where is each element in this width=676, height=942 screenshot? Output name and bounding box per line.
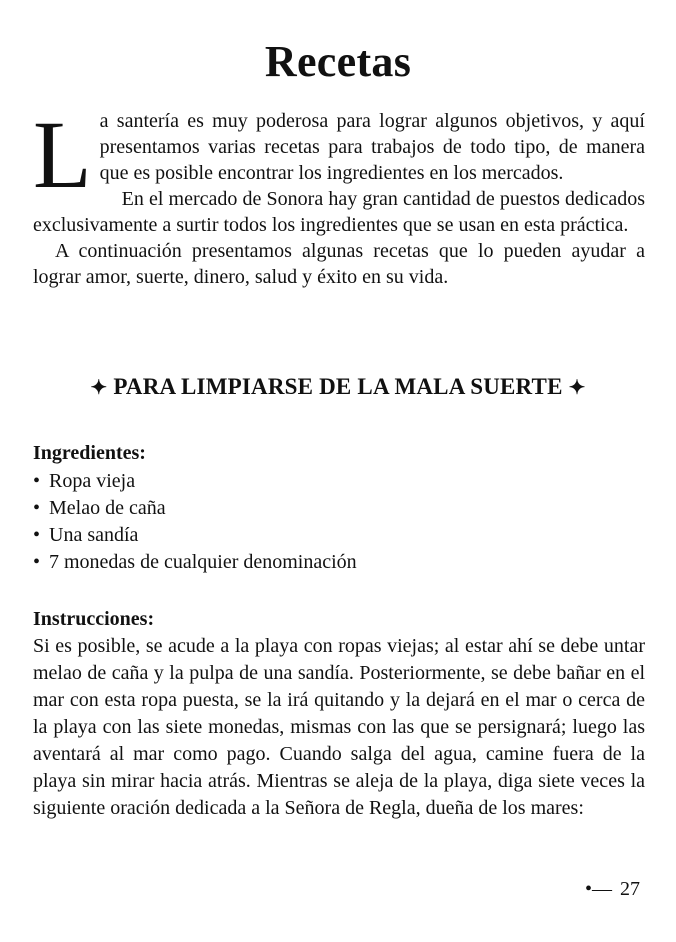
ingredient-item: • Melao de caña bbox=[33, 495, 645, 522]
ingredient-item: • Una sandía bbox=[33, 522, 645, 549]
page-footer bbox=[585, 878, 640, 901]
intro-paragraph-1-text: a santería es muy poderosa para lograr algunos objetivos, y aquí presentamos varias recetas para trabajos de todo tipo, de manera que es posible encontrar los ingredientes en los mercados. bbox=[99, 110, 645, 184]
arrow-ornament-icon: •— bbox=[584, 878, 612, 900]
intro-paragraph-3: A continuación presentamos algunas recetas que lo pueden ayudar a lograr amor, suerte, dinero, salud y éxito en su vida. bbox=[33, 240, 645, 288]
intro-section bbox=[33, 101, 645, 290]
diamond-ornament-left: ✦ bbox=[90, 377, 108, 399]
diamond-ornament-right: ✦ bbox=[568, 377, 586, 399]
instructions-text: Si es posible, se acude a la playa con ropas viejas; al estar ahí se debe untar melao de caña y la pulpa de una sandía. Posteriormente, se debe bañar en el mar con esta ropa puesta, se la irá quitando y la dejará en el mar o cerca de la playa con las siete monedas, mismas con las que se persignará; luego las aventará al mar como pago. Cuando salga del agua, camine fuera de la playa sin mirar hacia atrás. Mientras se aleja de la playa, diga siete veces la siguiente oración dedicada a la Señora de Regla, dueña de los mares: bbox=[33, 635, 645, 819]
ingredients-label: Ingredientes: bbox=[33, 442, 146, 464]
ingredients-list bbox=[33, 468, 645, 576]
page-number: 27 bbox=[620, 878, 640, 900]
instructions-section bbox=[33, 606, 645, 822]
intro-paragraph-2: En el mercado de Sonora hay gran cantidad de puestos dedicados exclusivamente a surtir todos los ingredientes que se usan en esta práctica. bbox=[33, 188, 645, 236]
dropcap-letter: L bbox=[33, 101, 92, 208]
instructions-label: Instrucciones: bbox=[33, 608, 155, 630]
ingredients-section bbox=[33, 440, 645, 576]
section-heading bbox=[0, 374, 676, 400]
ingredient-item: • 7 monedas de cualquier denominación bbox=[33, 549, 645, 576]
section-heading-text: PARA LIMPIARSE DE LA MALA SUERTE bbox=[113, 374, 563, 399]
intro-paragraph-1 bbox=[33, 101, 645, 208]
ingredient-item: • Ropa vieja bbox=[33, 468, 645, 495]
page-title: Recetas bbox=[264, 37, 412, 86]
